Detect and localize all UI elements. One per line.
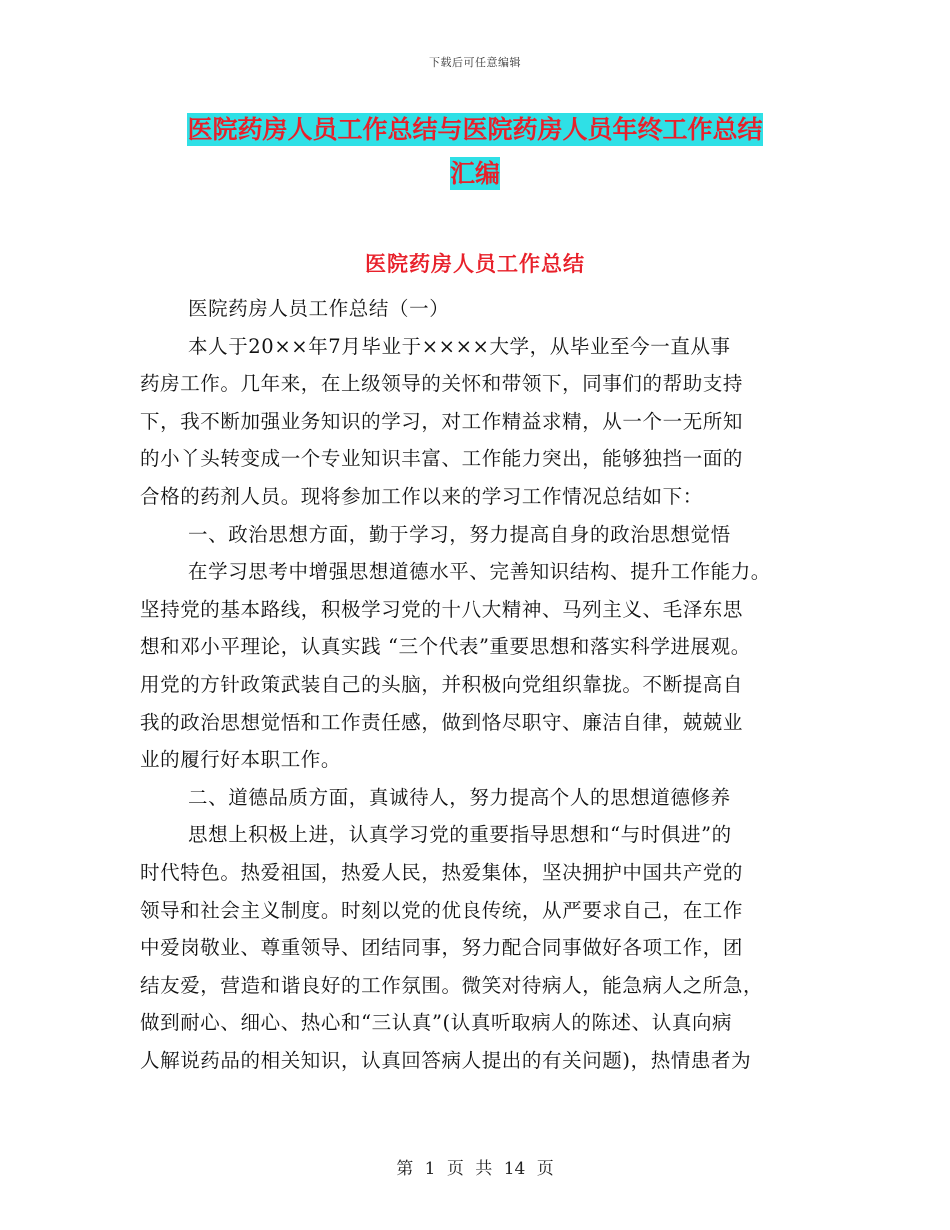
body-text: [140, 290, 820, 1079]
paragraph-line: 合格的药剂人员。现将参加工作以来的学习工作情况总结如下：: [140, 484, 703, 508]
paragraph-line: 的小丫头转变成一个专业知识丰富、工作能力突出，能够独挡一面的: [140, 447, 744, 471]
document-title: [150, 108, 800, 196]
document-title-line-2: 汇编: [449, 159, 500, 188]
paragraph-line: 坚持党的基本路线，积极学习党的十八大精神、马列主义、毛泽东思: [140, 597, 744, 621]
document-title-line-1: 医院药房人员工作总结与医院药房人员年终工作总结: [187, 115, 763, 144]
paragraph-line: 一、政治思想方面，勤于学习，努力提高自身的政治思想觉悟: [188, 522, 731, 546]
page-header-note: 下载后可任意编辑: [429, 56, 521, 69]
paragraph-line: 业的履行好本职工作。: [140, 748, 342, 772]
page-number-footer: 第 1 页 共 14 页: [396, 1159, 554, 1179]
paragraph-line: 我的政治思想觉悟和工作责任感，做到恪尽职守、廉洁自律，兢兢业: [140, 710, 744, 734]
paragraph-line: 医院药房人员工作总结（一）: [188, 297, 450, 320]
paragraph-line: 二、道德品质方面，真诚待人，努力提高个人的思想道德修养: [188, 785, 731, 809]
paragraph-line: 人解说药品的相关知识，认真回答病人提出的有关问题)，热情患者为: [140, 1048, 752, 1072]
paragraph-line: 中爱岗敬业、尊重领导、团结同事，努力配合同事做好各项工作，团: [140, 936, 744, 960]
paragraph-line: 下，我不断加强业务知识的学习，对工作精益求精，从一个一无所知: [140, 409, 744, 433]
paragraph-line: 时代特色。热爱祖国，热爱人民，热爱集体，坚决拥护中国共产党的: [140, 860, 744, 884]
paragraph-line: 本人于20××年7月毕业于××××大学，从毕业至今一直从事: [188, 334, 731, 358]
paragraph-line: 用党的方针政策武装自己的头脑，并积极向党组织靠拢。不断提高自: [140, 672, 744, 696]
paragraph-line: 药房工作。几年来，在上级领导的关怀和带领下，同事们的帮助支持: [140, 372, 744, 396]
paragraph-line: 想和邓小平理论，认真实践 “三个代表”重要思想和落实科学进展观。: [140, 635, 751, 659]
paragraph-line: 做到耐心、细心、热心和“三认真”(认真听取病人的陈述、认真向病: [140, 1011, 733, 1035]
paragraph-line: 思想上积极上进，认真学习党的重要指导思想和“与时俱进”的: [188, 823, 732, 847]
paragraph-line: 结友爱，营造和谐良好的工作氛围。微笑对待病人，能急病人之所急，: [140, 973, 764, 997]
paragraph-line: 领导和社会主义制度。时刻以党的优良传统，从严要求自己，在工作: [140, 898, 744, 922]
section-title: 医院药房人员工作总结: [365, 251, 585, 276]
paragraph-line: 在学习思考中增强思想道德水平、完善知识结构、提升工作能力。: [188, 560, 771, 584]
